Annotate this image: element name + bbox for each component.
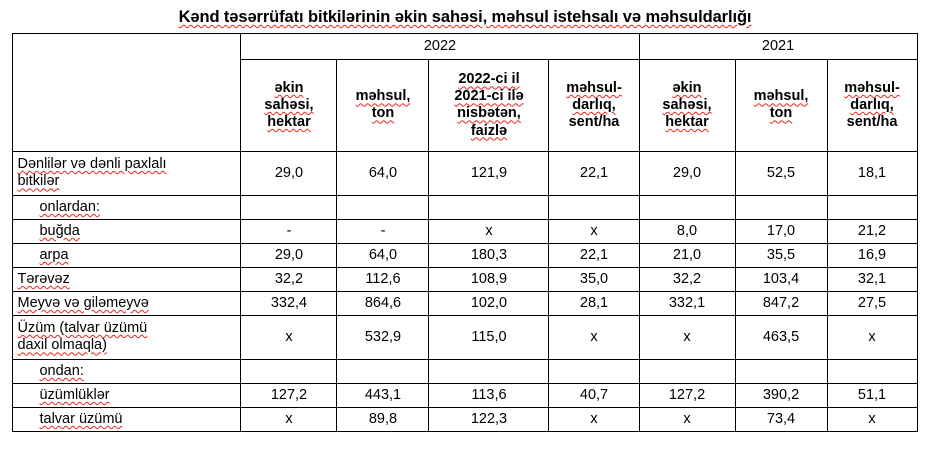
table-cell xyxy=(241,195,337,219)
table-cell: 64,0 xyxy=(337,151,429,195)
table-row xyxy=(13,315,917,359)
table-cell: 332,1 xyxy=(639,291,735,315)
table-cell: - xyxy=(337,219,429,243)
table-row xyxy=(13,407,917,431)
column-header-line: sent/ha xyxy=(568,114,620,131)
table-cell: x xyxy=(549,407,639,431)
table-cell: x xyxy=(429,219,549,243)
column-header-line: 2022-ci il xyxy=(458,71,520,88)
table-cell: x xyxy=(549,219,639,243)
table-cell: 390,2 xyxy=(735,383,827,407)
table-cell: 29,0 xyxy=(241,151,337,195)
table-cell: 115,0 xyxy=(429,315,549,359)
table-cell xyxy=(735,195,827,219)
table-cell xyxy=(337,195,429,219)
table-cell: 443,1 xyxy=(337,383,429,407)
table-body xyxy=(13,151,917,431)
column-header-line: əkin xyxy=(274,79,304,96)
table-cell xyxy=(549,195,639,219)
row-label-line: buğda xyxy=(39,222,80,239)
column-header-yield-2021 xyxy=(827,59,917,151)
table-cell: 112,6 xyxy=(337,267,429,291)
table-cell: 28,1 xyxy=(549,291,639,315)
column-header-line: sahəsi, xyxy=(662,96,712,113)
table-cell: 32,1 xyxy=(827,267,917,291)
column-header-line: sent/ha xyxy=(846,114,898,131)
row-label xyxy=(13,267,241,291)
row-label xyxy=(13,195,241,219)
column-header-area-2022 xyxy=(241,59,337,151)
table-cell: 180,3 xyxy=(429,243,549,267)
page-title-text: Kənd təsərrüfatı bitkilərinin əkin sahəsi, məhsul istehsalı və məhsuldarlığı xyxy=(178,8,752,26)
column-header-line: məhsul, xyxy=(355,88,411,105)
table-group-header-row xyxy=(13,33,917,59)
column-header-line: hektar xyxy=(665,114,709,131)
table-cell: 32,2 xyxy=(639,267,735,291)
table-cell: 532,9 xyxy=(337,315,429,359)
table-cell: 51,1 xyxy=(827,383,917,407)
table-cell: 21,2 xyxy=(827,219,917,243)
table-row xyxy=(13,195,917,219)
row-label-line: daxil olmaqla) xyxy=(17,337,107,354)
column-header-line: ton xyxy=(769,105,793,122)
column-header-line: məhsul, xyxy=(753,88,809,105)
table-row xyxy=(13,359,917,383)
column-header-line: darlıq, xyxy=(850,96,894,113)
row-label xyxy=(13,151,241,195)
table-cell: 463,5 xyxy=(735,315,827,359)
table-row xyxy=(13,383,917,407)
table-cell: 121,9 xyxy=(429,151,549,195)
table-cell: 847,2 xyxy=(735,291,827,315)
group-header-2022: 2022 xyxy=(241,33,639,59)
column-header-line: nisbətən, xyxy=(457,105,521,122)
table-cell: 40,7 xyxy=(549,383,639,407)
row-label-line: bitkilər xyxy=(17,173,60,190)
table-cell: 21,0 xyxy=(639,243,735,267)
column-header-line: məhsul- xyxy=(566,79,622,96)
table-cell: 127,2 xyxy=(241,383,337,407)
column-header-line: hektar xyxy=(267,114,311,131)
table-cell: 103,4 xyxy=(735,267,827,291)
row-label-line: Tərəvəz xyxy=(17,270,70,287)
row-label-line: arpa xyxy=(39,246,69,263)
row-label xyxy=(13,383,241,407)
table-cell: 52,5 xyxy=(735,151,827,195)
table-cell xyxy=(827,195,917,219)
row-label-line: ondan: xyxy=(39,362,84,379)
table-cell: x xyxy=(241,407,337,431)
table-cell: x xyxy=(639,315,735,359)
column-header-line: faizlə xyxy=(470,122,508,139)
column-header-line: ton xyxy=(371,105,395,122)
table-cell: x xyxy=(241,315,337,359)
table-cell: 64,0 xyxy=(337,243,429,267)
page-title xyxy=(0,0,930,33)
column-header-line: darlıq, xyxy=(572,96,616,113)
table-cell: 122,3 xyxy=(429,407,549,431)
table-cell xyxy=(639,195,735,219)
table-cell: 89,8 xyxy=(337,407,429,431)
table-cell: 18,1 xyxy=(827,151,917,195)
table-cell: 73,4 xyxy=(735,407,827,431)
column-header-yield-2022 xyxy=(549,59,639,151)
table-cell: 17,0 xyxy=(735,219,827,243)
table-cell: 29,0 xyxy=(241,243,337,267)
table-cell: x xyxy=(549,315,639,359)
table-cell: 22,1 xyxy=(549,151,639,195)
group-header-2021: 2021 xyxy=(639,33,917,59)
table-cell: 108,9 xyxy=(429,267,549,291)
column-header-line: sahəsi, xyxy=(264,96,314,113)
table-cell: x xyxy=(827,407,917,431)
table-cell: 113,6 xyxy=(429,383,549,407)
table-cell xyxy=(337,359,429,383)
column-header-line: 2021-ci ilə xyxy=(454,88,524,105)
table-cell: 102,0 xyxy=(429,291,549,315)
table-cell: 35,0 xyxy=(549,267,639,291)
row-label xyxy=(13,291,241,315)
table-cell: 22,1 xyxy=(549,243,639,267)
table-cell xyxy=(241,359,337,383)
column-header-output-2021 xyxy=(735,59,827,151)
table-cell xyxy=(429,359,549,383)
table-cell xyxy=(639,359,735,383)
row-label-line: Meyvə və giləmeyvə xyxy=(17,294,149,311)
table-cell: x xyxy=(827,315,917,359)
row-label xyxy=(13,315,241,359)
table-cell: 332,4 xyxy=(241,291,337,315)
table-row xyxy=(13,151,917,195)
table-row xyxy=(13,219,917,243)
table-cell xyxy=(549,359,639,383)
row-label xyxy=(13,359,241,383)
crops-statistics-table xyxy=(12,33,917,432)
row-label-line: Dənlilər və dənli paxlalı xyxy=(17,156,167,173)
table-cell: 127,2 xyxy=(639,383,735,407)
table-cell: 29,0 xyxy=(639,151,735,195)
table-corner-cell xyxy=(13,33,241,151)
column-header-output-2022 xyxy=(337,59,429,151)
row-label xyxy=(13,243,241,267)
column-header-line: əkin xyxy=(672,79,702,96)
table-cell: 864,6 xyxy=(337,291,429,315)
row-label xyxy=(13,407,241,431)
column-header-percent-change xyxy=(429,59,549,151)
row-label xyxy=(13,219,241,243)
table-cell: x xyxy=(639,407,735,431)
table-row xyxy=(13,267,917,291)
table-cell xyxy=(827,359,917,383)
table-cell xyxy=(429,195,549,219)
row-label-line: üzümlüklər xyxy=(39,386,110,403)
table-cell: - xyxy=(241,219,337,243)
table-cell: 16,9 xyxy=(827,243,917,267)
table-row xyxy=(13,243,917,267)
column-header-area-2021 xyxy=(639,59,735,151)
table-cell: 35,5 xyxy=(735,243,827,267)
table-cell xyxy=(735,359,827,383)
row-label-line: onlardan: xyxy=(39,198,100,215)
table-cell: 27,5 xyxy=(827,291,917,315)
table-cell: 32,2 xyxy=(241,267,337,291)
row-label-line: Üzüm (talvar üzümü xyxy=(17,320,148,337)
column-header-line: məhsul- xyxy=(844,79,900,96)
row-label-line: talvar üzümü xyxy=(39,410,123,427)
table-row xyxy=(13,291,917,315)
table-cell: 8,0 xyxy=(639,219,735,243)
